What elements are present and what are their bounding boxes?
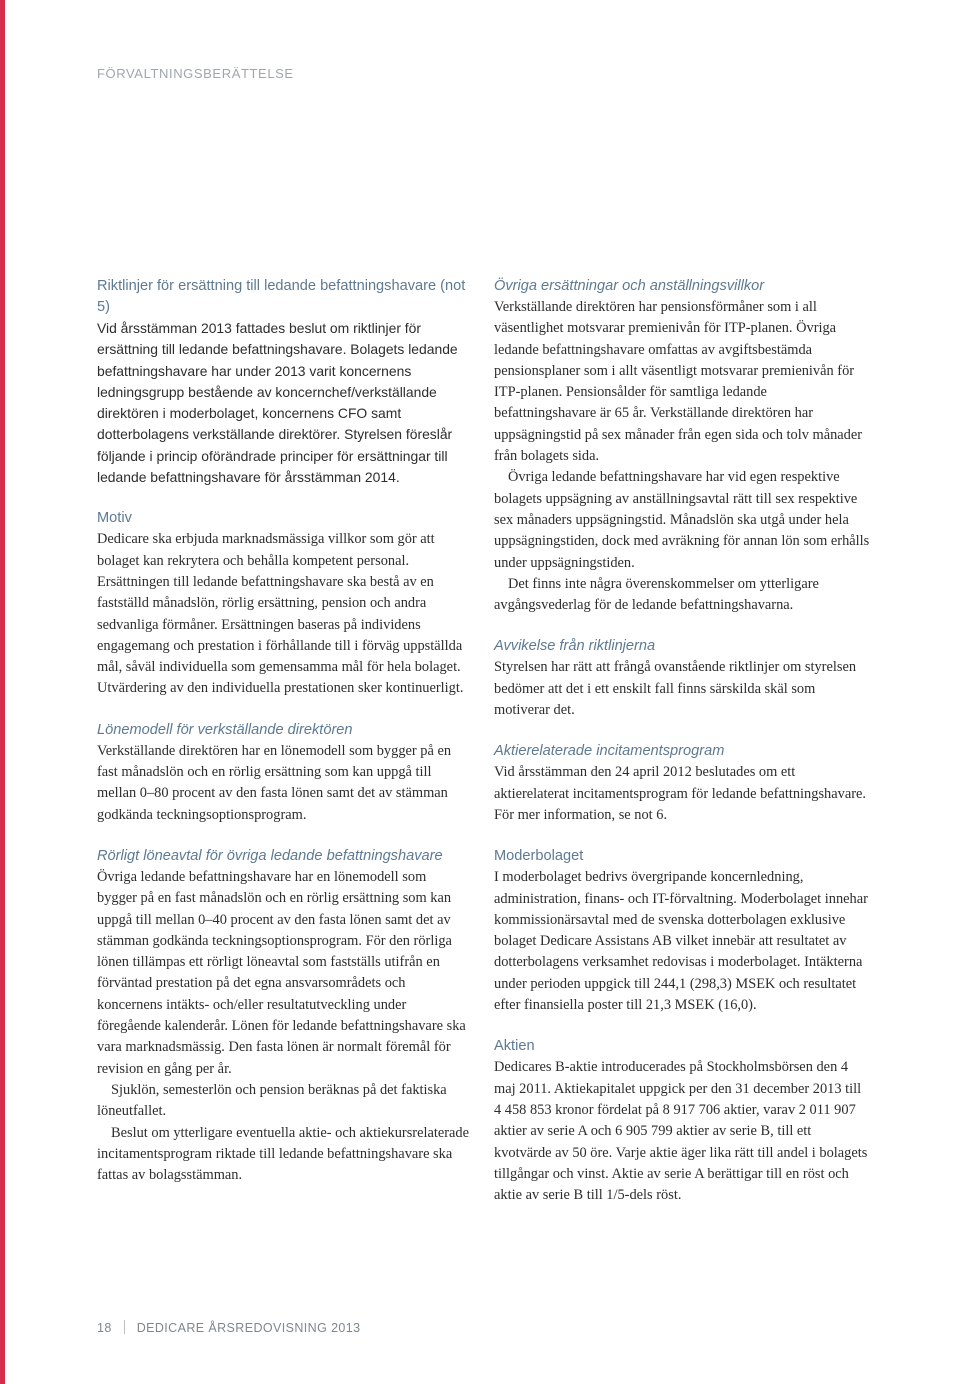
section-heading: Avvikelse från riktlinjerna <box>494 638 656 655</box>
paragraph: Övriga ledande befattningshavare har en lönemodell som bygger på en fast månadslön och en rörlig ersättning som kan uppgå till mellan 0–40 procent av den fasta lönen samt det av stämman godkända teckningsoptionsprogram. För den rörliga lönen tillämpas ett rörligt löneavtal som fastställs utifrån en förväntad prestation på det egna ansvarsområdets och koncernens intäkts- och/eller resultatutveckling under föregående kalenderår. Lönen för ledande befattningshavare ska vara marknadsmässig. Den fasta lönen är normalt föremål för revision en gång per år. <box>97 868 466 1077</box>
section-aktien <box>494 1036 870 1206</box>
text-run: Bolagets ledande befattningshavare har under 2013 varit koncernens ledningsgrupp bestående av koncernchef/verkställande direktören i moderbolaget, koncernens CFO samt dotterbolagens verkställande direktörer. <box>97 341 458 443</box>
section-heading: Motiv <box>97 510 132 527</box>
section-avvikelse <box>494 636 870 721</box>
paragraph: Dedicare ska erbjuda marknadsmässiga villkor som gör att bolaget kan rekrytera och behålla kompetent personal. Ersättningen till ledande befattningshavare ska bestå av en fastställd månadslön, rörlig ersättning, pension och andra sedvanliga förmåner. Ersättningen baseras på individens engagemang och prestation i förhållande till i förväg uppställda mål, såväl individuella som gemensamma mål för hela bolaget. Utvärdering av den individuella prestationen sker kontinuerligt. <box>97 531 464 697</box>
paragraph: Sjuklön, semesterlön och pension beräknas på det faktiska löneutfallet. <box>97 1081 447 1120</box>
paragraph <box>97 318 469 488</box>
section-heading: Aktien <box>494 1038 535 1055</box>
paragraph: Beslut om ytterligare eventuella aktie- och aktiekursrelaterade incitamentsprogram riktade till ledande befattningshavare ska fattas av bolagsstämman. <box>97 1124 470 1184</box>
section-aktierelaterade <box>494 741 870 826</box>
section-heading: Övriga ersättningar och anställningsvillkor <box>494 278 765 294</box>
left-column <box>97 276 469 1206</box>
edge-accent-bar <box>0 0 5 1384</box>
paragraph: Övriga ledande befattningshavare har vid egen respektive bolagets uppsägning av anställningsavtal rätt till sex respektive sex månaders uppsägningstid. Månadslön ska utgå under hela uppsägningstiden, dock med avräkning för annan lön som erhålls under uppsägningstiden. <box>494 469 870 571</box>
text-run: Styrelsen föreslår följande i princip oförändrade principer för ersättningar till ledande befattningshavare för årsstämman 2014. <box>97 426 453 486</box>
page-number: 18 <box>97 1321 112 1335</box>
publication-title: DEDICARE ÅRSREDOVISNING 2013 <box>136 1321 361 1335</box>
section-rorligt <box>97 846 469 1186</box>
paragraph: Dedicares B-aktie introducerades på Stockholmsbörsen den 4 maj 2011. Aktiekapitalet uppgick per den 31 december 2013 till 4 458 853 kronor fördelat på 8 917 706 aktier, varav 2 011 907 aktier av serie A och 6 905 799 aktier av serie B, till ett kvotvärde av 50 öre. Varje aktie äger lika rätt till andel i bolagets tillgångar och vinst. Aktie av serie A berättigar till en röst och aktie av serie B till 1/5-dels röst. <box>494 1059 868 1204</box>
text-run: Vid årsstämman 2013 fattades beslut om riktlinjer för ersättning till ledande befattningshavare. <box>97 320 422 358</box>
section-heading: Riktlinjer för ersättning till ledande befattningshavare (not 5) <box>97 278 466 315</box>
section-heading: Moderbolaget <box>494 848 584 865</box>
section-lonemodell <box>97 720 469 826</box>
section-riktlinjer <box>97 276 469 488</box>
paragraph: Vid årsstämman den 24 april 2012 beslutades om ett aktierelaterat incitamentsprogram för ledande befattningshavare. För mer information, se not 6. <box>494 764 866 823</box>
running-head: FÖRVALTNINGSBERÄTTELSE <box>97 66 294 81</box>
section-motiv <box>97 508 469 699</box>
footer-divider <box>124 1320 125 1334</box>
paragraph: Det finns inte några överenskommelser om ytterligare avgångsvederlag för de ledande befattningshavarna. <box>494 575 819 614</box>
section-heading: Lönemodell för verkställande direktören <box>97 721 353 738</box>
section-heading: Aktierelaterade incitamentsprogram <box>494 743 725 760</box>
paragraph: I moderbolaget bedrivs övergripande koncernledning, administration, finans- och IT-förvaltning. Moderbolaget innehar kommissionärsavtal med de svenska dotterbolagen exklusive bolaget Dedicare Assistans AB vilket innebär att resultatet av dotterbolagens verksamhet redovisas i moderbolaget. Intäkterna under perioden uppgick till 244,1 (298,3) MSEK och resultatet efter finansiella poster till 21,3 MSEK (16,0). <box>494 869 868 1014</box>
paragraph: Verkställande direktören har en lönemodell som bygger på en fast månadslön och en rörlig ersättning som kan uppgå till mellan 0–80 procent av den fasta lönen samt det av stämman godkända teckningsoptionsprogram. <box>97 742 452 823</box>
paragraph: Styrelsen har rätt att frångå ovanstående riktlinjer om styrelsen bedömer att det i ett enskilt fall finns särskilda skäl som motiverar det. <box>494 659 857 719</box>
page-footer <box>97 1320 360 1335</box>
paragraph: Verkställande direktören har pensionsförmåner som i all väsentlighet motsvarar premienivån för ITP-planen. Övriga ledande befattningshavare omfattas av avgiftsbestämda pensionsplaner som i allt väsentligt motsvarar premienivån för ITP-planen. Pensionsålder för samtliga ledande befattningshavare är 65 år. Verkställande direktören har uppsägningstid på sex månader från egen sida och tolv månader från bolagets sida. <box>494 299 863 465</box>
section-moderbolaget <box>494 846 870 1016</box>
section-heading: Rörligt löneavtal för övriga ledande befattningshavare <box>97 847 443 864</box>
right-column <box>494 276 870 1226</box>
section-ovriga <box>494 276 870 616</box>
